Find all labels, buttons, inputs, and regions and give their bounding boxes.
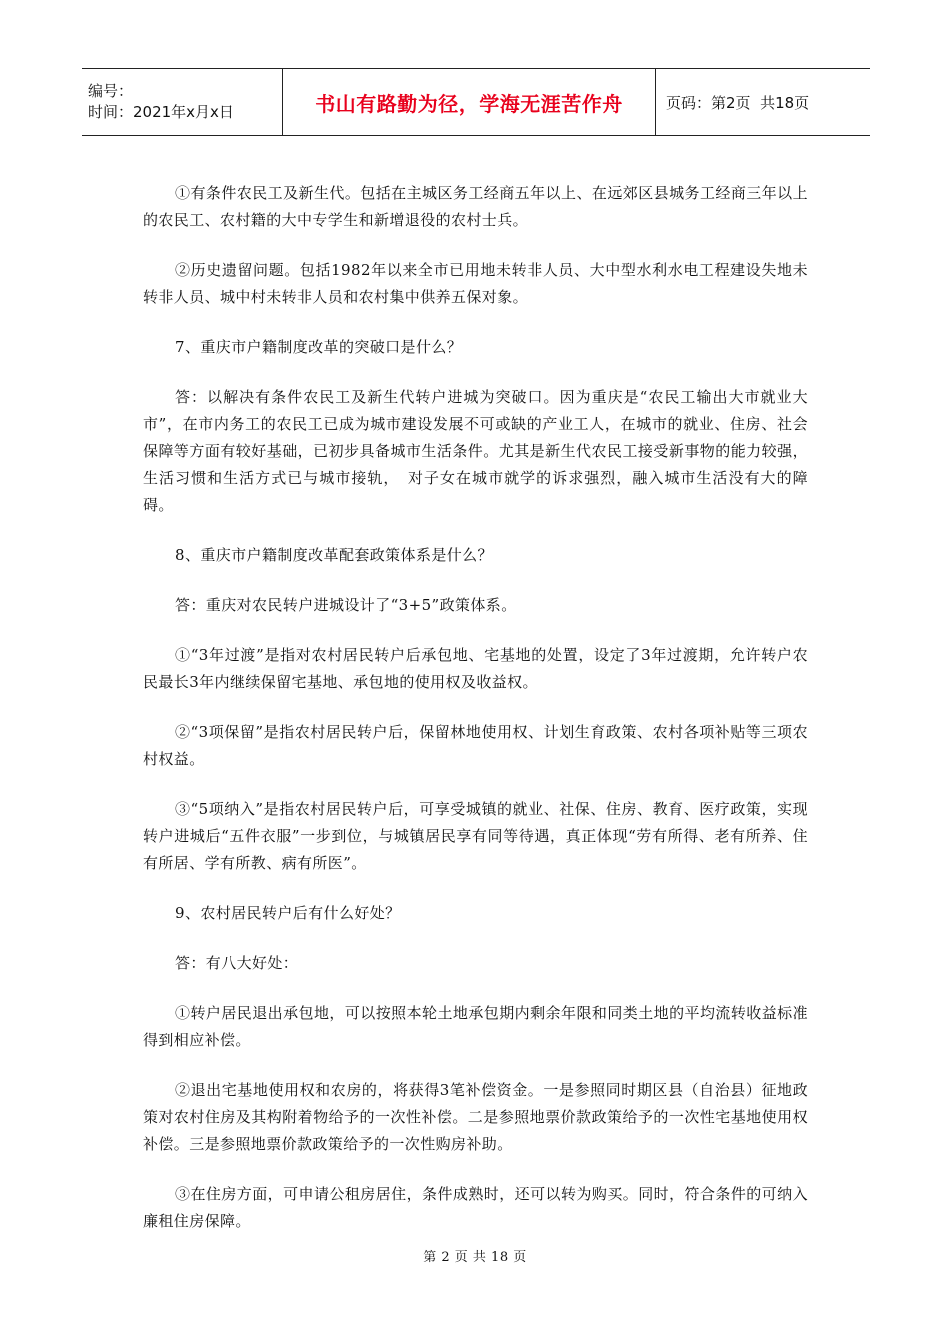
document-number-label: 编号： xyxy=(88,82,134,100)
question-heading: 9、农村居民转户后有什么好处？ xyxy=(175,904,401,922)
header-motto: 书山有路勤为径，学海无涯苦作舟 xyxy=(283,69,656,135)
answer-paragraph: 答：有八大好处： xyxy=(175,954,299,972)
header-meta xyxy=(82,69,283,135)
paragraph: ①“3年过渡”是指对农村居民转户后承包地、宅基地的处置，设定了3年过渡期，允许转户农民最长3年内继续保留宅基地、承包地的使用权及收益权。 xyxy=(143,646,808,691)
paragraph: ②“3项保留”是指农村居民转户后，保留林地使用权、计划生育政策、农村各项补贴等三项农村权益。 xyxy=(143,723,808,768)
document-date-label: 时间：2021年x月x日 xyxy=(88,103,234,121)
paragraph: ③在住房方面，可申请公租房居住，条件成熟时，还可以转为购买。同时，符合条件的可纳入廉租住房保障。 xyxy=(143,1185,808,1230)
question-heading: 8、重庆市户籍制度改革配套政策体系是什么？ xyxy=(175,546,493,564)
answer-paragraph: 答：重庆对农民转户进城设计了“3+5”政策体系。 xyxy=(175,596,517,614)
document-body xyxy=(143,180,808,1258)
page-header xyxy=(82,68,870,136)
paragraph: ③“5项纳入”是指农村居民转户后，可享受城镇的就业、社保、住房、教育、医疗政策，实现转户进城后“五件衣服”一步到位，与城镇居民享有同等待遇，真正体现“劳有所得、老有所养、住有所居、学有所教、病有所医”。 xyxy=(143,800,808,872)
paragraph: ①转户居民退出承包地，可以按照本轮土地承包期内剩余年限和同类土地的平均流转收益标准得到相应补偿。 xyxy=(143,1004,808,1049)
paragraph: ①有条件农民工及新生代。包括在主城区务工经商五年以上、在远郊区县城务工经商三年以上的农民工、农村籍的大中专学生和新增退役的农村士兵。 xyxy=(143,184,808,229)
answer-paragraph: 答：以解决有条件农民工及新生代转户进城为突破口。因为重庆是“农民工输出大市就业大市”，在市内务工的农民工已成为城市建设发展不可或缺的产业工人，在城市的就业、住房、社会保障等方面有较好基础，已初步具备城市生活条件。尤其是新生代农民工接受新事物的能力较强，生活习惯和生活方式已与城市接轨， 对子女在城市就学的诉求强烈，融入城市生活没有大的障碍。 xyxy=(143,388,808,514)
header-page-number: 页码：第2页 共18页 xyxy=(666,93,810,112)
paragraph: ②历史遗留问题。包括1982年以来全市已用地未转非人员、大中型水利水电工程建设失地未转非人员、城中村未转非人员和农村集中供养五保对象。 xyxy=(143,261,808,306)
paragraph: ②退出宅基地使用权和农房的，将获得3笔补偿资金。一是参照同时期区县（自治县）征地政策对农村住房及其构附着物给予的一次性补偿。二是参照地票价款政策给予的一次性宅基地使用权补偿。三是参照地票价款政策给予的一次性购房补助。 xyxy=(143,1081,808,1153)
question-heading: 7、重庆市户籍制度改革的突破口是什么？ xyxy=(175,338,463,356)
page-footer: 第 2 页 共 18 页 xyxy=(423,1250,527,1265)
